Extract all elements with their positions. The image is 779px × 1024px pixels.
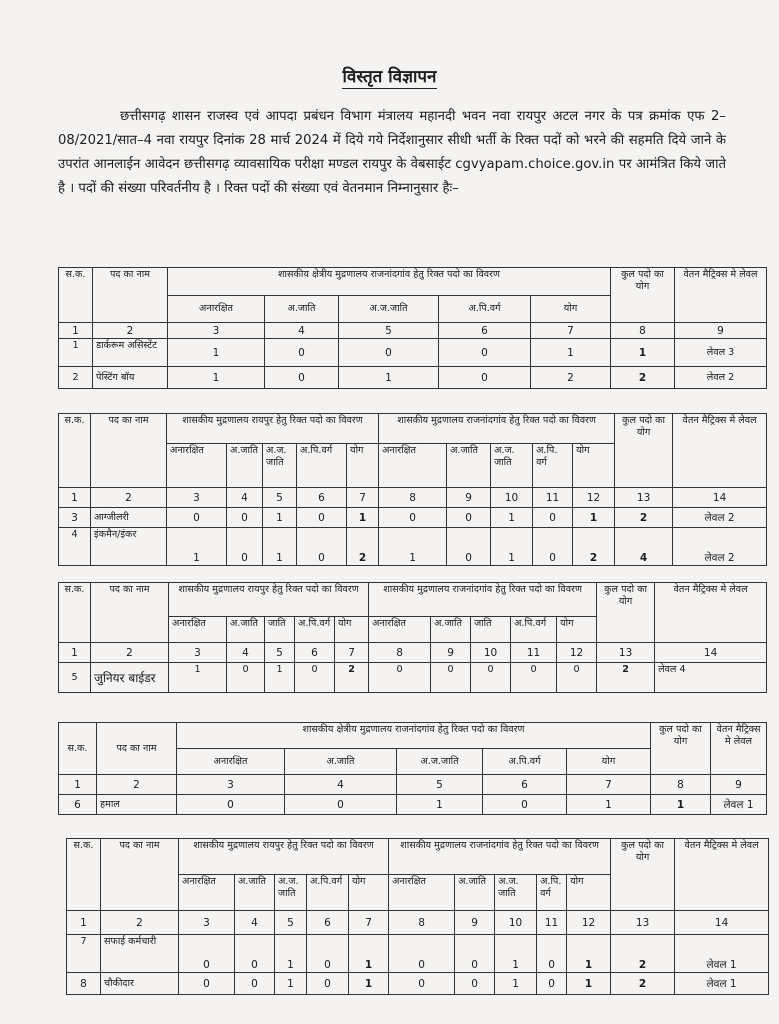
subheader: अनारक्षित bbox=[177, 749, 285, 775]
row-pay-level: लेवल 2 bbox=[675, 367, 767, 389]
header-pay-level: वेतन मैट्रिक्स मे लेवल bbox=[655, 583, 767, 643]
row-value: 1 bbox=[495, 973, 537, 995]
column-number: 11 bbox=[511, 643, 557, 663]
row-value: 0 bbox=[339, 339, 439, 367]
column-number: 5 bbox=[275, 911, 307, 935]
row-value: 2 bbox=[573, 528, 615, 566]
header-group-rajnandgaon: शासकीय मुद्रणालय राजनांदगांव हेतु रिक्त पदो का विवरण bbox=[369, 583, 597, 617]
header-pay-level: वेतन मैट्रिक्स मे लेवल bbox=[675, 839, 769, 911]
column-number: 1 bbox=[59, 323, 93, 339]
column-number: 2 bbox=[91, 488, 167, 508]
column-number: 12 bbox=[573, 488, 615, 508]
row-value: 0 bbox=[295, 663, 335, 693]
row-pay-level: लेवल 4 bbox=[655, 663, 767, 693]
column-number: 10 bbox=[495, 911, 537, 935]
subheader: जाति bbox=[471, 617, 511, 643]
column-number: 2 bbox=[101, 911, 179, 935]
subheader: अ.जाति bbox=[447, 444, 491, 488]
row-value: 0 bbox=[227, 528, 263, 566]
subheader: अनारक्षित bbox=[179, 875, 235, 911]
vacancy-table-3 bbox=[58, 582, 767, 693]
row-pay-level: लेवल 2 bbox=[673, 528, 767, 566]
row-sno: 3 bbox=[59, 508, 91, 528]
subheader: योग bbox=[567, 875, 611, 911]
header-sno: स.क. bbox=[59, 268, 93, 323]
column-number: 7 bbox=[347, 488, 379, 508]
row-post-name: जुनियर बाईडर bbox=[91, 663, 169, 693]
row-value: 1 bbox=[167, 528, 227, 566]
row-total: 2 bbox=[611, 367, 675, 389]
subheader: योग bbox=[573, 444, 615, 488]
subheader: अ.ज. जाति bbox=[491, 444, 533, 488]
row-sno: 8 bbox=[67, 973, 101, 995]
page-title bbox=[0, 64, 779, 87]
table-row bbox=[67, 973, 769, 995]
subheader: अ.जाति bbox=[235, 875, 275, 911]
column-number: 2 bbox=[91, 643, 169, 663]
header-total: कुल पदो का योग bbox=[615, 414, 673, 488]
column-number: 9 bbox=[431, 643, 471, 663]
row-value: 1 bbox=[397, 795, 483, 815]
row-value: 0 bbox=[307, 973, 349, 995]
column-number: 6 bbox=[297, 488, 347, 508]
page-title-text: विस्तृत विज्ञापन bbox=[342, 67, 437, 87]
row-value: 0 bbox=[439, 339, 531, 367]
column-number: 3 bbox=[177, 775, 285, 795]
row-value: 0 bbox=[369, 663, 431, 693]
column-number: 11 bbox=[537, 911, 567, 935]
row-value: 0 bbox=[235, 973, 275, 995]
column-number: 6 bbox=[295, 643, 335, 663]
header-post-name: पद का नाम bbox=[91, 583, 169, 643]
column-number: 3 bbox=[167, 488, 227, 508]
row-value: 1 bbox=[349, 973, 389, 995]
row-value: 2 bbox=[531, 367, 611, 389]
row-value: 0 bbox=[235, 935, 275, 973]
subheader: अनारक्षित bbox=[379, 444, 447, 488]
column-number-row bbox=[59, 643, 767, 663]
row-value: 1 bbox=[168, 367, 265, 389]
table-row bbox=[59, 339, 767, 367]
header-sno: स.क. bbox=[59, 583, 91, 643]
column-number: 6 bbox=[483, 775, 567, 795]
row-value: 0 bbox=[533, 528, 573, 566]
header-post-name: पद का नाम bbox=[101, 839, 179, 911]
row-value: 0 bbox=[179, 935, 235, 973]
row-value: 0 bbox=[511, 663, 557, 693]
row-value: 0 bbox=[455, 973, 495, 995]
header-sno: स.क. bbox=[59, 723, 97, 775]
column-number: 14 bbox=[655, 643, 767, 663]
row-value: 0 bbox=[227, 508, 263, 528]
table-row bbox=[59, 528, 767, 566]
column-number: 6 bbox=[307, 911, 349, 935]
subheader: अ.पि.वर्ग bbox=[295, 617, 335, 643]
subheader: अनारक्षित bbox=[168, 296, 265, 323]
column-number: 8 bbox=[369, 643, 431, 663]
column-number-row bbox=[59, 323, 767, 339]
column-number: 3 bbox=[179, 911, 235, 935]
row-value: 0 bbox=[533, 508, 573, 528]
row-post-name: डार्करूम असिस्टेंट bbox=[93, 339, 168, 367]
header-pay-level: वेतन मैट्रिक्स मे लेवल bbox=[673, 414, 767, 488]
subheader: योग bbox=[567, 749, 651, 775]
column-number: 9 bbox=[447, 488, 491, 508]
row-value: 0 bbox=[227, 663, 265, 693]
row-post-name: इंकमैन/इंकर bbox=[91, 528, 167, 566]
column-number: 2 bbox=[93, 323, 168, 339]
subheader: अ.पि.वर्ग bbox=[307, 875, 349, 911]
subheader: अ.ज.जाति bbox=[397, 749, 483, 775]
row-value: 1 bbox=[531, 339, 611, 367]
subheader: अ.पि.वर्ग bbox=[297, 444, 347, 488]
row-sno: 4 bbox=[59, 528, 91, 566]
row-value: 0 bbox=[177, 795, 285, 815]
column-number: 13 bbox=[615, 488, 673, 508]
intro-paragraph: छत्तीसगढ़ शासन राजस्व एवं आपदा प्रबंधन विभाग मंत्रालय महानदी भवन नवा रायपुर अटल नगर के पत्र क्रमांक एफ 2–08/2021/सात–4 नवा रायपुर दिनांक 28 मार्च 2024 में दिये गये निर्देशानुसार सीधी भर्ती के रिक्त पदों को भरने की सहमति दिये जाने के उपरांत आनलाईन आवेदन छत्तीसगढ़ व्यावसायिक परीक्षा मण्डल रायपुर के वेबसाईट cgvyapam.choice.gov.in पर आमंत्रित किये जाते है । पदों की संख्या परिवर्तनीय है । रिक्त पदों की संख्या एवं वेतनमान निम्नानुसार हैः– bbox=[58, 109, 726, 196]
subheader: योग bbox=[335, 617, 369, 643]
column-number: 7 bbox=[531, 323, 611, 339]
subheader: अ.पि. वर्ग bbox=[537, 875, 567, 911]
column-number: 4 bbox=[285, 775, 397, 795]
header-group-raipur: शासकीय मुद्रणालय रायपुर हेतु रिक्त पदो का विवरण bbox=[167, 414, 379, 444]
header-post-name: पद का नाम bbox=[93, 268, 168, 323]
row-total: 2 bbox=[611, 973, 675, 995]
header-post-name: पद का नाम bbox=[97, 723, 177, 775]
subheader: अ.जाति bbox=[227, 444, 263, 488]
row-value: 0 bbox=[265, 367, 339, 389]
table-row bbox=[67, 935, 769, 973]
column-number-row bbox=[59, 488, 767, 508]
header-total: कुल पदो का योग bbox=[651, 723, 711, 775]
row-post-name: पेस्टिंग बॉय bbox=[93, 367, 168, 389]
row-value: 0 bbox=[471, 663, 511, 693]
row-value: 1 bbox=[275, 935, 307, 973]
column-number: 9 bbox=[455, 911, 495, 935]
header-group: शासकीय क्षेत्रीय मुद्रणालय राजनांदगांव हेतु रिक्त पदो का विवरण bbox=[177, 723, 651, 749]
column-number: 5 bbox=[265, 643, 295, 663]
table-row bbox=[59, 508, 767, 528]
row-value: 1 bbox=[567, 935, 611, 973]
row-total: 1 bbox=[611, 339, 675, 367]
column-number: 8 bbox=[651, 775, 711, 795]
subheader: अ.पि.वर्ग bbox=[483, 749, 567, 775]
header-group: शासकीय क्षेत्रीय मुद्रणालय राजनांदगांव हेतु रिक्त पदो का विवरण bbox=[168, 268, 611, 296]
row-value: 1 bbox=[339, 367, 439, 389]
subheader: योग bbox=[557, 617, 597, 643]
column-number-row bbox=[59, 775, 767, 795]
row-value: 0 bbox=[297, 528, 347, 566]
row-value: 0 bbox=[537, 935, 567, 973]
row-pay-level: लेवल 1 bbox=[711, 795, 767, 815]
row-value: 1 bbox=[349, 935, 389, 973]
column-number: 8 bbox=[389, 911, 455, 935]
column-number: 10 bbox=[491, 488, 533, 508]
table-row bbox=[59, 367, 767, 389]
column-number: 1 bbox=[67, 911, 101, 935]
row-pay-level: लेवल 1 bbox=[675, 973, 769, 995]
subheader: अनारक्षित bbox=[369, 617, 431, 643]
row-total: 1 bbox=[651, 795, 711, 815]
row-value: 0 bbox=[537, 973, 567, 995]
row-value: 1 bbox=[168, 339, 265, 367]
row-total: 4 bbox=[615, 528, 673, 566]
row-value: 0 bbox=[265, 339, 339, 367]
column-number: 8 bbox=[379, 488, 447, 508]
subheader: अनारक्षित bbox=[389, 875, 455, 911]
column-number: 1 bbox=[59, 643, 91, 663]
vacancy-table-5 bbox=[66, 838, 769, 995]
column-number: 10 bbox=[471, 643, 511, 663]
row-value: 0 bbox=[179, 973, 235, 995]
subheader: अ.पि.वर्ग bbox=[511, 617, 557, 643]
row-value: 1 bbox=[567, 795, 651, 815]
column-number: 5 bbox=[397, 775, 483, 795]
column-number: 8 bbox=[611, 323, 675, 339]
subheader: अ.पि.वर्ग bbox=[439, 296, 531, 323]
column-number: 4 bbox=[227, 643, 265, 663]
column-number: 5 bbox=[339, 323, 439, 339]
table-row bbox=[59, 795, 767, 815]
header-pay-level: वेतन मैट्रिक्स मे लेवल bbox=[711, 723, 767, 775]
subheader: अनारक्षित bbox=[169, 617, 227, 643]
row-value: 0 bbox=[297, 508, 347, 528]
row-value: 1 bbox=[347, 508, 379, 528]
row-value: 1 bbox=[495, 935, 537, 973]
column-number: 14 bbox=[675, 911, 769, 935]
row-sno: 5 bbox=[59, 663, 91, 693]
header-group-raipur: शासकीय मुद्रणालय रायपुर हेतु रिक्त पदो का विवरण bbox=[169, 583, 369, 617]
row-value: 2 bbox=[347, 528, 379, 566]
column-number: 13 bbox=[597, 643, 655, 663]
column-number: 9 bbox=[711, 775, 767, 795]
subheader: अ.जाति bbox=[227, 617, 265, 643]
column-number: 7 bbox=[567, 775, 651, 795]
row-value: 0 bbox=[557, 663, 597, 693]
row-value: 0 bbox=[455, 935, 495, 973]
row-post-name: सफाई कर्मचारी bbox=[101, 935, 179, 973]
row-post-name: हमाल bbox=[97, 795, 177, 815]
row-value: 0 bbox=[379, 508, 447, 528]
row-value: 0 bbox=[447, 508, 491, 528]
row-value: 0 bbox=[389, 935, 455, 973]
column-number: 12 bbox=[557, 643, 597, 663]
subheader: अ.जाति bbox=[431, 617, 471, 643]
subheader: अ.जाति bbox=[285, 749, 397, 775]
row-value: 1 bbox=[491, 528, 533, 566]
row-value: 1 bbox=[379, 528, 447, 566]
row-value: 0 bbox=[431, 663, 471, 693]
subheader: अ.ज. जाति bbox=[495, 875, 537, 911]
vacancy-table-4 bbox=[58, 722, 767, 815]
column-number: 6 bbox=[439, 323, 531, 339]
subheader: जाति bbox=[265, 617, 295, 643]
row-total: 2 bbox=[611, 935, 675, 973]
header-group-rajnandgaon: शासकीय मुद्रणालय राजनांदगांव हेतु रिक्त पदो का विवरण bbox=[379, 414, 615, 444]
column-number: 1 bbox=[59, 775, 97, 795]
row-pay-level: लेवल 2 bbox=[673, 508, 767, 528]
subheader: अ.ज. जाति bbox=[263, 444, 297, 488]
row-value: 0 bbox=[439, 367, 531, 389]
column-number: 12 bbox=[567, 911, 611, 935]
header-group-rajnandgaon: शासकीय मुद्रणालय राजनांदगांव हेतु रिक्त पदो का विवरण bbox=[389, 839, 611, 875]
row-total: 2 bbox=[597, 663, 655, 693]
row-value: 2 bbox=[335, 663, 369, 693]
header-total: कुल पदो का योग bbox=[611, 268, 675, 323]
row-value: 1 bbox=[263, 508, 297, 528]
subheader: अ.जाति bbox=[265, 296, 339, 323]
header-post-name: पद का नाम bbox=[91, 414, 167, 488]
row-post-name: चौकीदार bbox=[101, 973, 179, 995]
row-pay-level: लेवल 3 bbox=[675, 339, 767, 367]
row-sno: 7 bbox=[67, 935, 101, 973]
row-value: 1 bbox=[265, 663, 295, 693]
header-pay-level: वेतन मैट्रिक्स मे लेवल bbox=[675, 268, 767, 323]
subheader: अनारक्षित bbox=[167, 444, 227, 488]
row-total: 2 bbox=[615, 508, 673, 528]
column-number: 4 bbox=[265, 323, 339, 339]
table-row bbox=[59, 663, 767, 693]
column-number: 7 bbox=[349, 911, 389, 935]
subheader: योग bbox=[347, 444, 379, 488]
row-value: 1 bbox=[275, 973, 307, 995]
subheader: योग bbox=[531, 296, 611, 323]
header-sno: स.क. bbox=[67, 839, 101, 911]
row-sno: 2 bbox=[59, 367, 93, 389]
column-number: 4 bbox=[227, 488, 263, 508]
header-total: कुल पदो का योग bbox=[597, 583, 655, 643]
subheader: अ.ज. जाति bbox=[275, 875, 307, 911]
row-value: 0 bbox=[285, 795, 397, 815]
row-sno: 1 bbox=[59, 339, 93, 367]
subheader: अ.जाति bbox=[455, 875, 495, 911]
column-number: 3 bbox=[168, 323, 265, 339]
row-value: 0 bbox=[307, 935, 349, 973]
row-post-name: आग्जीलरी bbox=[91, 508, 167, 528]
column-number: 7 bbox=[335, 643, 369, 663]
vacancy-table-1 bbox=[58, 267, 767, 389]
column-number: 9 bbox=[675, 323, 767, 339]
column-number: 1 bbox=[59, 488, 91, 508]
column-number: 11 bbox=[533, 488, 573, 508]
row-value: 1 bbox=[573, 508, 615, 528]
row-value: 0 bbox=[167, 508, 227, 528]
column-number-row bbox=[67, 911, 769, 935]
column-number: 14 bbox=[673, 488, 767, 508]
row-value: 1 bbox=[491, 508, 533, 528]
subheader: अ.ज.जाति bbox=[339, 296, 439, 323]
column-number: 2 bbox=[97, 775, 177, 795]
column-number: 13 bbox=[611, 911, 675, 935]
row-value: 0 bbox=[483, 795, 567, 815]
subheader: योग bbox=[349, 875, 389, 911]
column-number: 5 bbox=[263, 488, 297, 508]
row-value: 0 bbox=[389, 973, 455, 995]
vacancy-table-2 bbox=[58, 413, 767, 566]
row-value: 1 bbox=[567, 973, 611, 995]
subheader: अ.पि. वर्ग bbox=[533, 444, 573, 488]
row-sno: 6 bbox=[59, 795, 97, 815]
header-group-raipur: शासकीय मुद्रणालय रायपुर हेतु रिक्त पदो का विवरण bbox=[179, 839, 389, 875]
column-number: 3 bbox=[169, 643, 227, 663]
header-total: कुल पदो का योग bbox=[611, 839, 675, 911]
row-value: 1 bbox=[169, 663, 227, 693]
row-value: 0 bbox=[447, 528, 491, 566]
column-number: 4 bbox=[235, 911, 275, 935]
header-sno: स.क. bbox=[59, 414, 91, 488]
row-pay-level: लेवल 1 bbox=[675, 935, 769, 973]
row-value: 1 bbox=[263, 528, 297, 566]
